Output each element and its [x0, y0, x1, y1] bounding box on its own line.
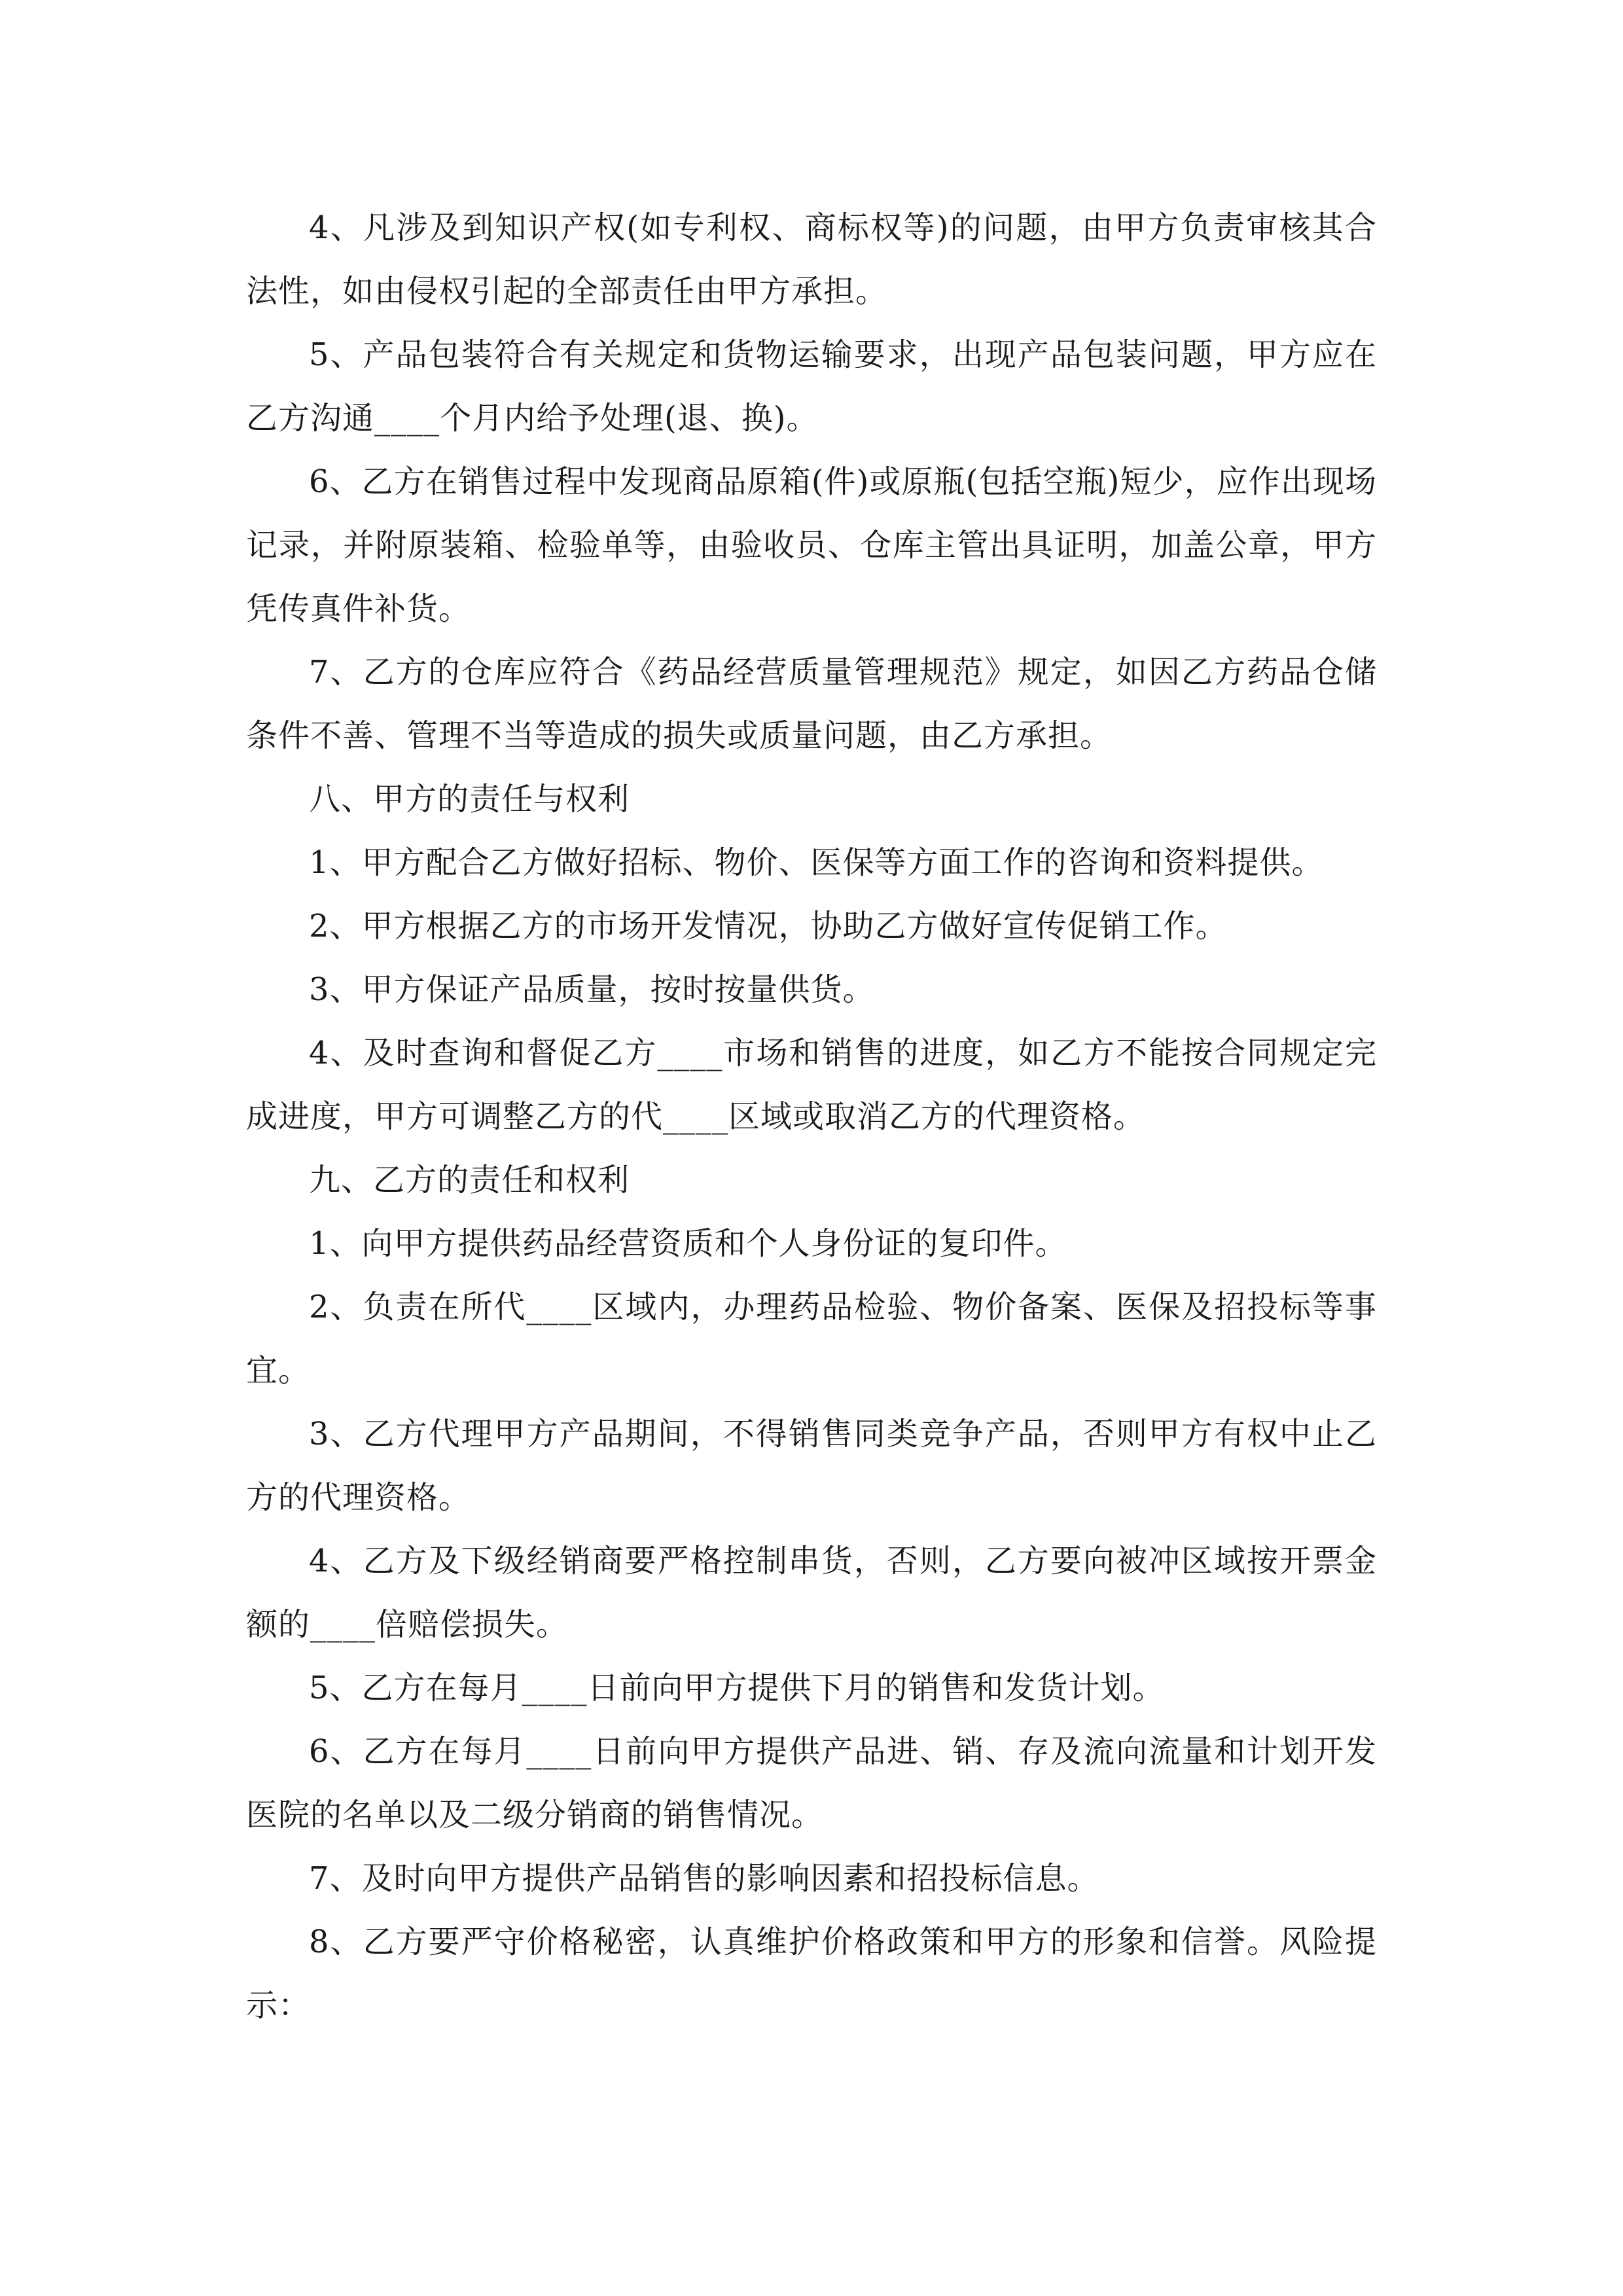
paragraph-clause-4-ip: 4、凡涉及到知识产权(如专利权、商标权等)的问题，由甲方负责审核其合法性，如由侵权引起的全部责任由甲方承担。 — [246, 209, 1377, 310]
paragraph-party-b-item-8: 8、乙方要严守价格秘密，认真维护价格政策和甲方的形象和信誉。风险提示： — [246, 1924, 1377, 2024]
paragraph-clause-5-packaging: 5、产品包装符合有关规定和货物运输要求，出现产品包装问题，甲方应在乙方沟通____个月内给予处理(退、换)。 — [246, 336, 1377, 437]
section-heading-party-a: 八、甲方的责任与权利 — [309, 781, 630, 817]
paragraph-party-a-item-1: 1、甲方配合乙方做好招标、物价、医保等方面工作的咨询和资料提供。 — [309, 844, 1324, 881]
document-body — [246, 196, 1377, 2037]
paragraph-party-b-item-2: 2、负责在所代____区域内，办理药品检验、物价备案、医保及招投标等事宜。 — [246, 1289, 1377, 1389]
paragraph-party-a-item-3: 3、甲方保证产品质量，按时按量供货。 — [309, 971, 875, 1008]
paragraph-party-a-item-2: 2、甲方根据乙方的市场开发情况，协助乙方做好宣传促销工作。 — [309, 908, 1228, 944]
paragraph-party-b-item-7: 7、及时向甲方提供产品销售的影响因素和招投标信息。 — [309, 1860, 1099, 1897]
section-heading-party-b: 九、乙方的责任和权利 — [309, 1162, 630, 1198]
paragraph-party-a-item-4: 4、及时查询和督促乙方____市场和销售的进度，如乙方不能按合同规定完成进度，甲方可调整乙方的代____区域或取消乙方的代理资格。 — [246, 1035, 1377, 1135]
paragraph-clause-7-warehouse: 7、乙方的仓库应符合《药品经营质量管理规范》规定，如因乙方药品仓储条件不善、管理不当等造成的损失或质量问题，由乙方承担。 — [246, 654, 1377, 754]
paragraph-party-b-item-6: 6、乙方在每月____日前向甲方提供产品进、销、存及流向流量和计划开发医院的名单以及二级分销商的销售情况。 — [246, 1733, 1377, 1833]
paragraph-party-b-item-5: 5、乙方在每月____日前向甲方提供下月的销售和发货计划。 — [309, 1670, 1165, 1706]
paragraph-party-b-item-4: 4、乙方及下级经销商要严格控制串货，否则，乙方要向被冲区域按开票金额的____倍赔偿损失。 — [246, 1543, 1377, 1643]
paragraph-party-b-item-1: 1、向甲方提供药品经营资质和个人身份证的复印件。 — [309, 1225, 1067, 1262]
paragraph-clause-6-shortage: 6、乙方在销售过程中发现商品原箱(件)或原瓶(包括空瓶)短少，应作出现场记录，并附原装箱、检验单等，由验收员、仓库主管出具证明，加盖公章，甲方凭传真件补货。 — [246, 463, 1377, 627]
paragraph-party-b-item-3: 3、乙方代理甲方产品期间，不得销售同类竞争产品，否则甲方有权中止乙方的代理资格。 — [246, 1416, 1377, 1516]
